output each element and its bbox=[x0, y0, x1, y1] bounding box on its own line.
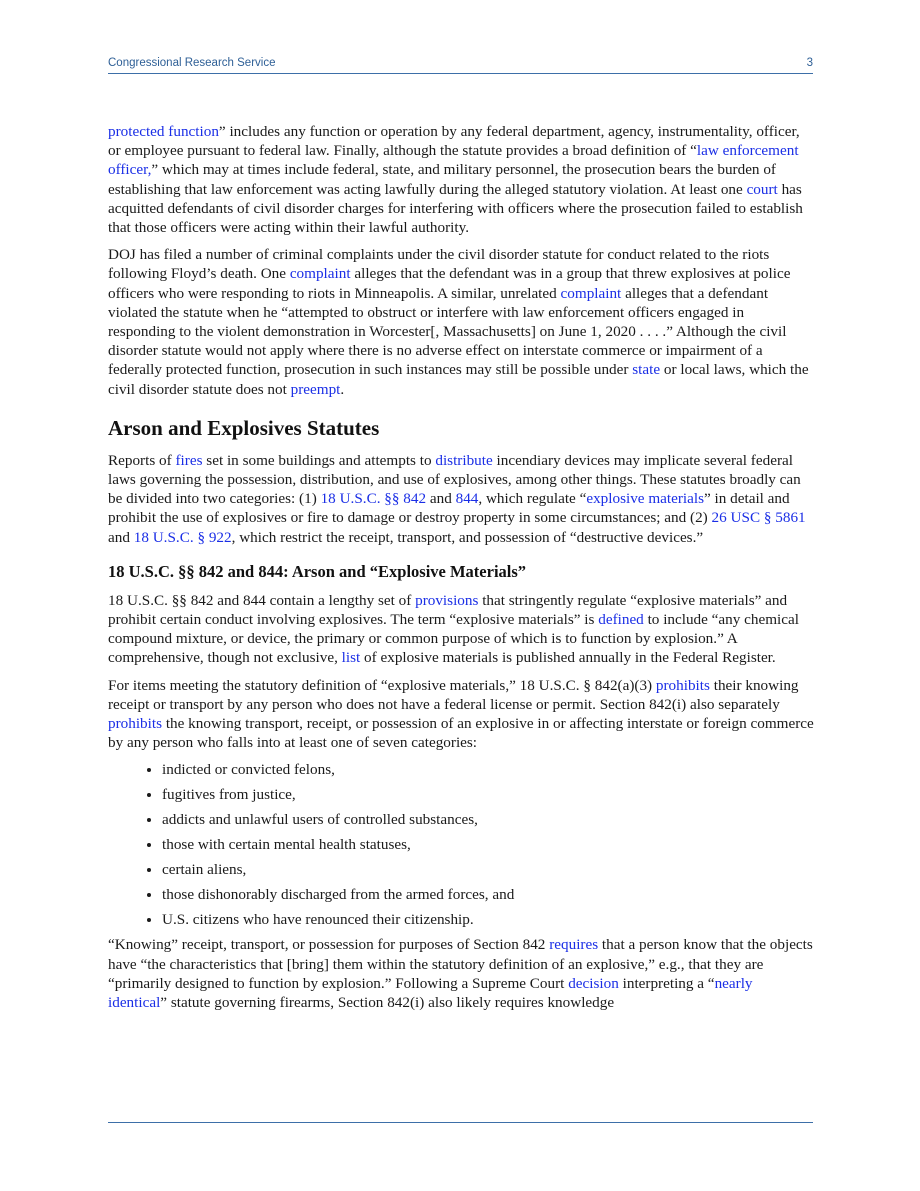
link-defined[interactable]: defined bbox=[598, 611, 644, 629]
text: incendiary devices may implicate several federal laws governing the possession, distribution, and use of explosives, among other things. These statutes broadly can be divided into two categories: (1) bbox=[108, 451, 801, 508]
text: For items meeting the statutory definition of “explosive materials,” 18 U.S.C. § 842(a)(3) bbox=[108, 676, 656, 694]
text: that stringently regulate “explosive materials” and prohibit certain conduct involving explosives. The term “explosive materials” is bbox=[108, 591, 788, 629]
list-item: • certain aliens, bbox=[162, 860, 814, 879]
paragraph-statutory-definition bbox=[108, 676, 814, 753]
text: DOJ has filed a number of criminal complaints under the civil disorder statute for conduct related to the riots following Floyd’s death. One bbox=[108, 246, 770, 283]
paragraph-protected-function bbox=[108, 122, 814, 237]
text: and bbox=[108, 528, 134, 546]
link-26-usc-5861[interactable]: 26 USC § 5861 bbox=[711, 509, 806, 527]
section-heading: Arson and Explosives Statutes bbox=[108, 415, 380, 440]
link-protected-function[interactable]: protected function bbox=[108, 123, 219, 140]
link-18-usc-842[interactable]: 18 U.S.C. §§ 842 bbox=[320, 490, 427, 508]
link-preempt[interactable]: preempt bbox=[290, 380, 341, 398]
text: alleges that a defendant violated the statute when he “attempted to obstruct or interfere with law enforcement officers engaged in responding to the violent demonstration in Worcester[, Massachusetts] on June 1, 2020 . . . .” Although the civil disorder statute would not apply where there is no adverse effect on interstate commerce or impairment of a federally protected function, prosecution in such instances may still be possible under bbox=[108, 284, 787, 379]
text: ” statute governing firearms, Section 842(i) also likely requires knowledge bbox=[160, 994, 615, 1012]
page-number: 3 bbox=[806, 57, 813, 69]
link-prohibits-2[interactable]: prohibits bbox=[108, 715, 163, 733]
text: interpreting a “ bbox=[618, 974, 715, 992]
footer-rule bbox=[108, 1122, 813, 1123]
text: , which regulate “ bbox=[478, 490, 587, 508]
text: their knowing receipt or transport by any person who does not have a federal license or permit. Section 842(i) also separately bbox=[108, 676, 799, 713]
paragraph-doj-complaints bbox=[108, 245, 814, 399]
document-body bbox=[108, 122, 814, 1020]
text: the knowing transport, receipt, or possession of an explosive in or affecting interstate or foreign commerce by any person who falls into at least one of seven categories: bbox=[108, 715, 814, 752]
text: 18 U.S.C. §§ 842 and 844 contain a lengthy set of bbox=[108, 591, 416, 609]
categories-list bbox=[108, 760, 814, 929]
link-provisions[interactable]: provisions bbox=[415, 591, 479, 609]
list-item: • those dishonorably discharged from the armed forces, and bbox=[162, 885, 814, 904]
text: set in some buildings and attempts to bbox=[202, 451, 436, 469]
text: Reports of bbox=[108, 451, 176, 469]
link-nearly-identical[interactable]: nearly identical bbox=[108, 974, 753, 1012]
link-fires[interactable]: fires bbox=[175, 451, 203, 469]
list-item: • U.S. citizens who have renounced their citizenship. bbox=[162, 910, 814, 929]
text: , which restrict the receipt, transport, and possession of “destructive devices.” bbox=[231, 528, 704, 546]
link-complaint-2[interactable]: complaint bbox=[560, 284, 622, 302]
text: “Knowing” receipt, transport, or possession for purposes of Section 842 bbox=[108, 936, 550, 954]
link-list[interactable]: list bbox=[341, 649, 361, 667]
link-18-usc-922[interactable]: 18 U.S.C. § 922 bbox=[133, 528, 232, 546]
list-item: • fugitives from justice, bbox=[162, 785, 814, 804]
text: alleges that the defendant was in a group that threw explosives at police officers who were responding to riots in Minneapolis. A similar, unrelated bbox=[108, 265, 791, 302]
text: of explosive materials is published annually in the Federal Register. bbox=[360, 649, 776, 667]
list-item: • those with certain mental health statuses, bbox=[162, 835, 814, 854]
link-explosive-materials[interactable]: explosive materials bbox=[586, 490, 704, 508]
link-decision[interactable]: decision bbox=[568, 974, 619, 992]
link-state[interactable]: state bbox=[632, 361, 661, 379]
link-requires[interactable]: requires bbox=[549, 936, 599, 954]
link-court[interactable]: court bbox=[746, 180, 778, 198]
link-complaint[interactable]: complaint bbox=[289, 265, 351, 283]
running-header bbox=[108, 56, 813, 74]
paragraph-explosive-materials bbox=[108, 591, 814, 668]
link-distribute[interactable]: distribute bbox=[435, 451, 493, 469]
subsection-heading: 18 U.S.C. §§ 842 and 844: Arson and “Explosive Materials” bbox=[108, 561, 527, 581]
link-prohibits[interactable]: prohibits bbox=[655, 676, 710, 694]
paragraph-arson-intro bbox=[108, 451, 814, 547]
paragraph-knowing-receipt bbox=[108, 935, 814, 1012]
text: that a person know that the objects have “the characteristics that [bring] them within the statutory definition of an explosive,” e.g., that they are “primarily designed to function by explosion.” Following a Supreme Court bbox=[108, 936, 813, 992]
link-law-enforcement-officer[interactable]: law enforcement officer, bbox=[108, 142, 799, 179]
text: ” in detail and prohibit the use of explosives or fire to damage or destroy property in some circumstances; and (2) bbox=[108, 490, 790, 527]
text: has acquitted defendants of civil disorder charges for interfering with officers where the prosecution failed to establish that those officers were acting within their lawful authority. bbox=[108, 180, 803, 237]
text: or local laws, which the civil disorder statute does not bbox=[108, 361, 809, 398]
list-item: • addicts and unlawful users of controlled substances, bbox=[162, 810, 814, 829]
text: and bbox=[426, 490, 456, 508]
text: . bbox=[340, 380, 345, 398]
header-organization: Congressional Research Service bbox=[108, 57, 276, 69]
text: ” which may at times include federal, state, and military personnel, the prosecution bears the burden of establishing that law enforcement was acting lawfully during the alleged statutory violation. At least one bbox=[108, 161, 776, 198]
text: to include “any chemical compound mixture, or device, the primary or common purpose of which is to function by explosion.” A comprehensive, though not exclusive, bbox=[108, 611, 799, 667]
text: ” includes any function or operation by any federal department, agency, instrumentality, officer, or employee pursuant to federal law. Finally, although the statute provides a broad definition of “ bbox=[108, 123, 800, 160]
link-844[interactable]: 844 bbox=[455, 490, 479, 508]
list-item: • indicted or convicted felons, bbox=[162, 760, 814, 779]
